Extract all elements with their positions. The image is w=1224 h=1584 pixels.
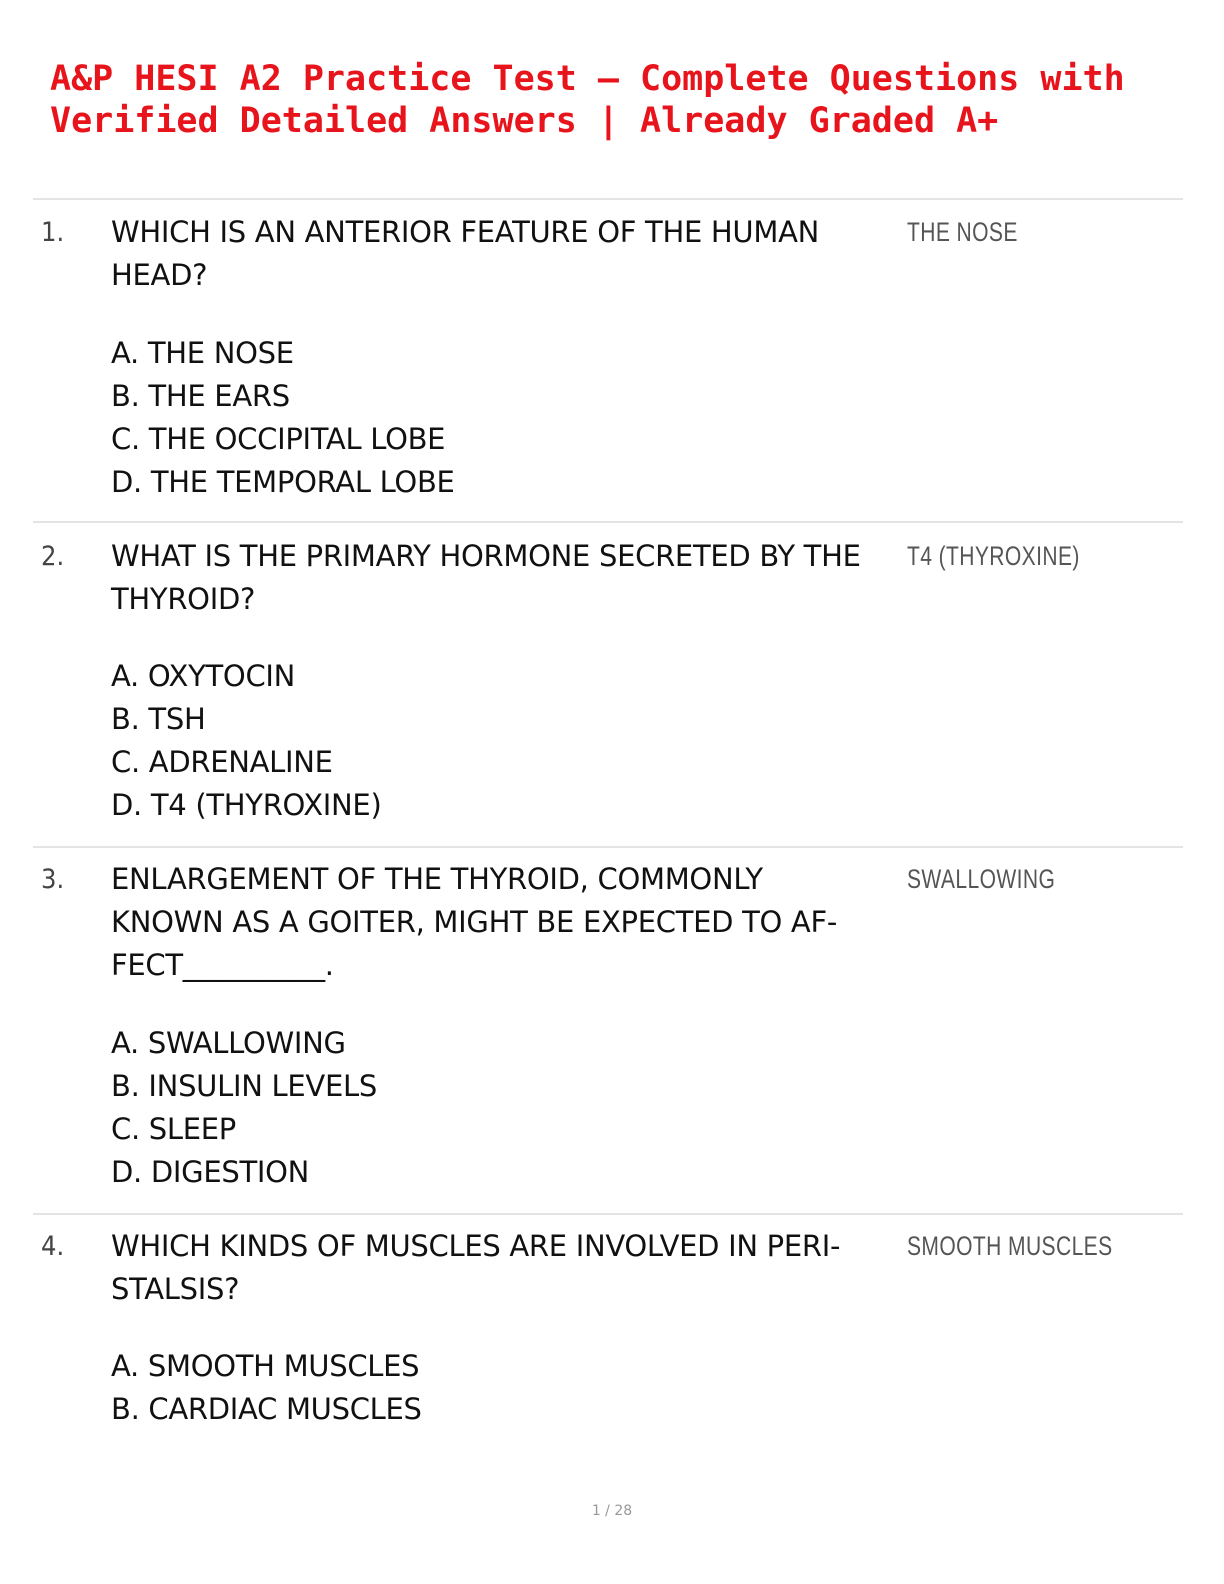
option-b: B. INSULIN LEVELS: [111, 1069, 377, 1103]
options-list: [111, 1022, 377, 1194]
answer-label: SWALLOWING: [907, 864, 1056, 894]
option-c: C. SLEEP: [111, 1112, 236, 1146]
question-number: 4.: [41, 1231, 65, 1262]
title-line-2: Verified Detailed Answers | Already Graded A+: [50, 101, 999, 141]
option-c: C. ADRENALINE: [111, 745, 333, 779]
option-d: D. DIGESTION: [111, 1155, 310, 1189]
question-number: 2.: [41, 541, 65, 572]
options-list: [111, 1345, 422, 1431]
option-a: A. SMOOTH MUSCLES: [111, 1349, 420, 1383]
option-a: A. THE NOSE: [111, 336, 294, 370]
document-title: [50, 58, 1190, 142]
option-d: D. T4 (THYROXINE): [111, 788, 382, 822]
title-line-1: A&P HESI A2 Practice Test – Complete Questions with: [50, 59, 1125, 99]
question-text: WHAT IS THE PRIMARY HORMONE SECRETED BY THE THYROID?: [111, 539, 861, 616]
option-b: B. TSH: [111, 702, 206, 736]
option-d: D. THE TEMPORAL LOBE: [111, 465, 455, 499]
answer-label: SMOOTH MUSCLES: [907, 1231, 1113, 1261]
divider: [33, 1213, 1183, 1215]
options-list: [111, 655, 381, 827]
option-b: B. CARDIAC MUSCLES: [111, 1392, 422, 1426]
question-text: WHICH KINDS OF MUSCLES ARE INVOLVED IN PERI- STALSIS?: [111, 1229, 841, 1306]
option-c: C. THE OCCIPITAL LOBE: [111, 422, 446, 456]
options-list: [111, 332, 455, 504]
question-number: 3.: [41, 864, 65, 895]
option-b: B. THE EARS: [111, 379, 290, 413]
page-number: 1 / 28: [591, 1503, 633, 1519]
question-text: ENLARGEMENT OF THE THYROID, COMMONLY KNOWN AS A GOITER, MIGHT BE EXPECTED TO AF- FECT__________.: [111, 862, 838, 982]
divider: [33, 846, 1183, 848]
question-text: WHICH IS AN ANTERIOR FEATURE OF THE HUMAN HEAD?: [111, 215, 819, 292]
option-a: A. SWALLOWING: [111, 1026, 346, 1060]
option-a: A. OXYTOCIN: [111, 659, 296, 693]
divider: [33, 198, 1183, 200]
question-number: 1.: [41, 217, 65, 248]
answer-label: T4 (THYROXINE): [907, 541, 1080, 571]
divider: [33, 521, 1183, 523]
answer-label: THE NOSE: [907, 217, 1018, 247]
